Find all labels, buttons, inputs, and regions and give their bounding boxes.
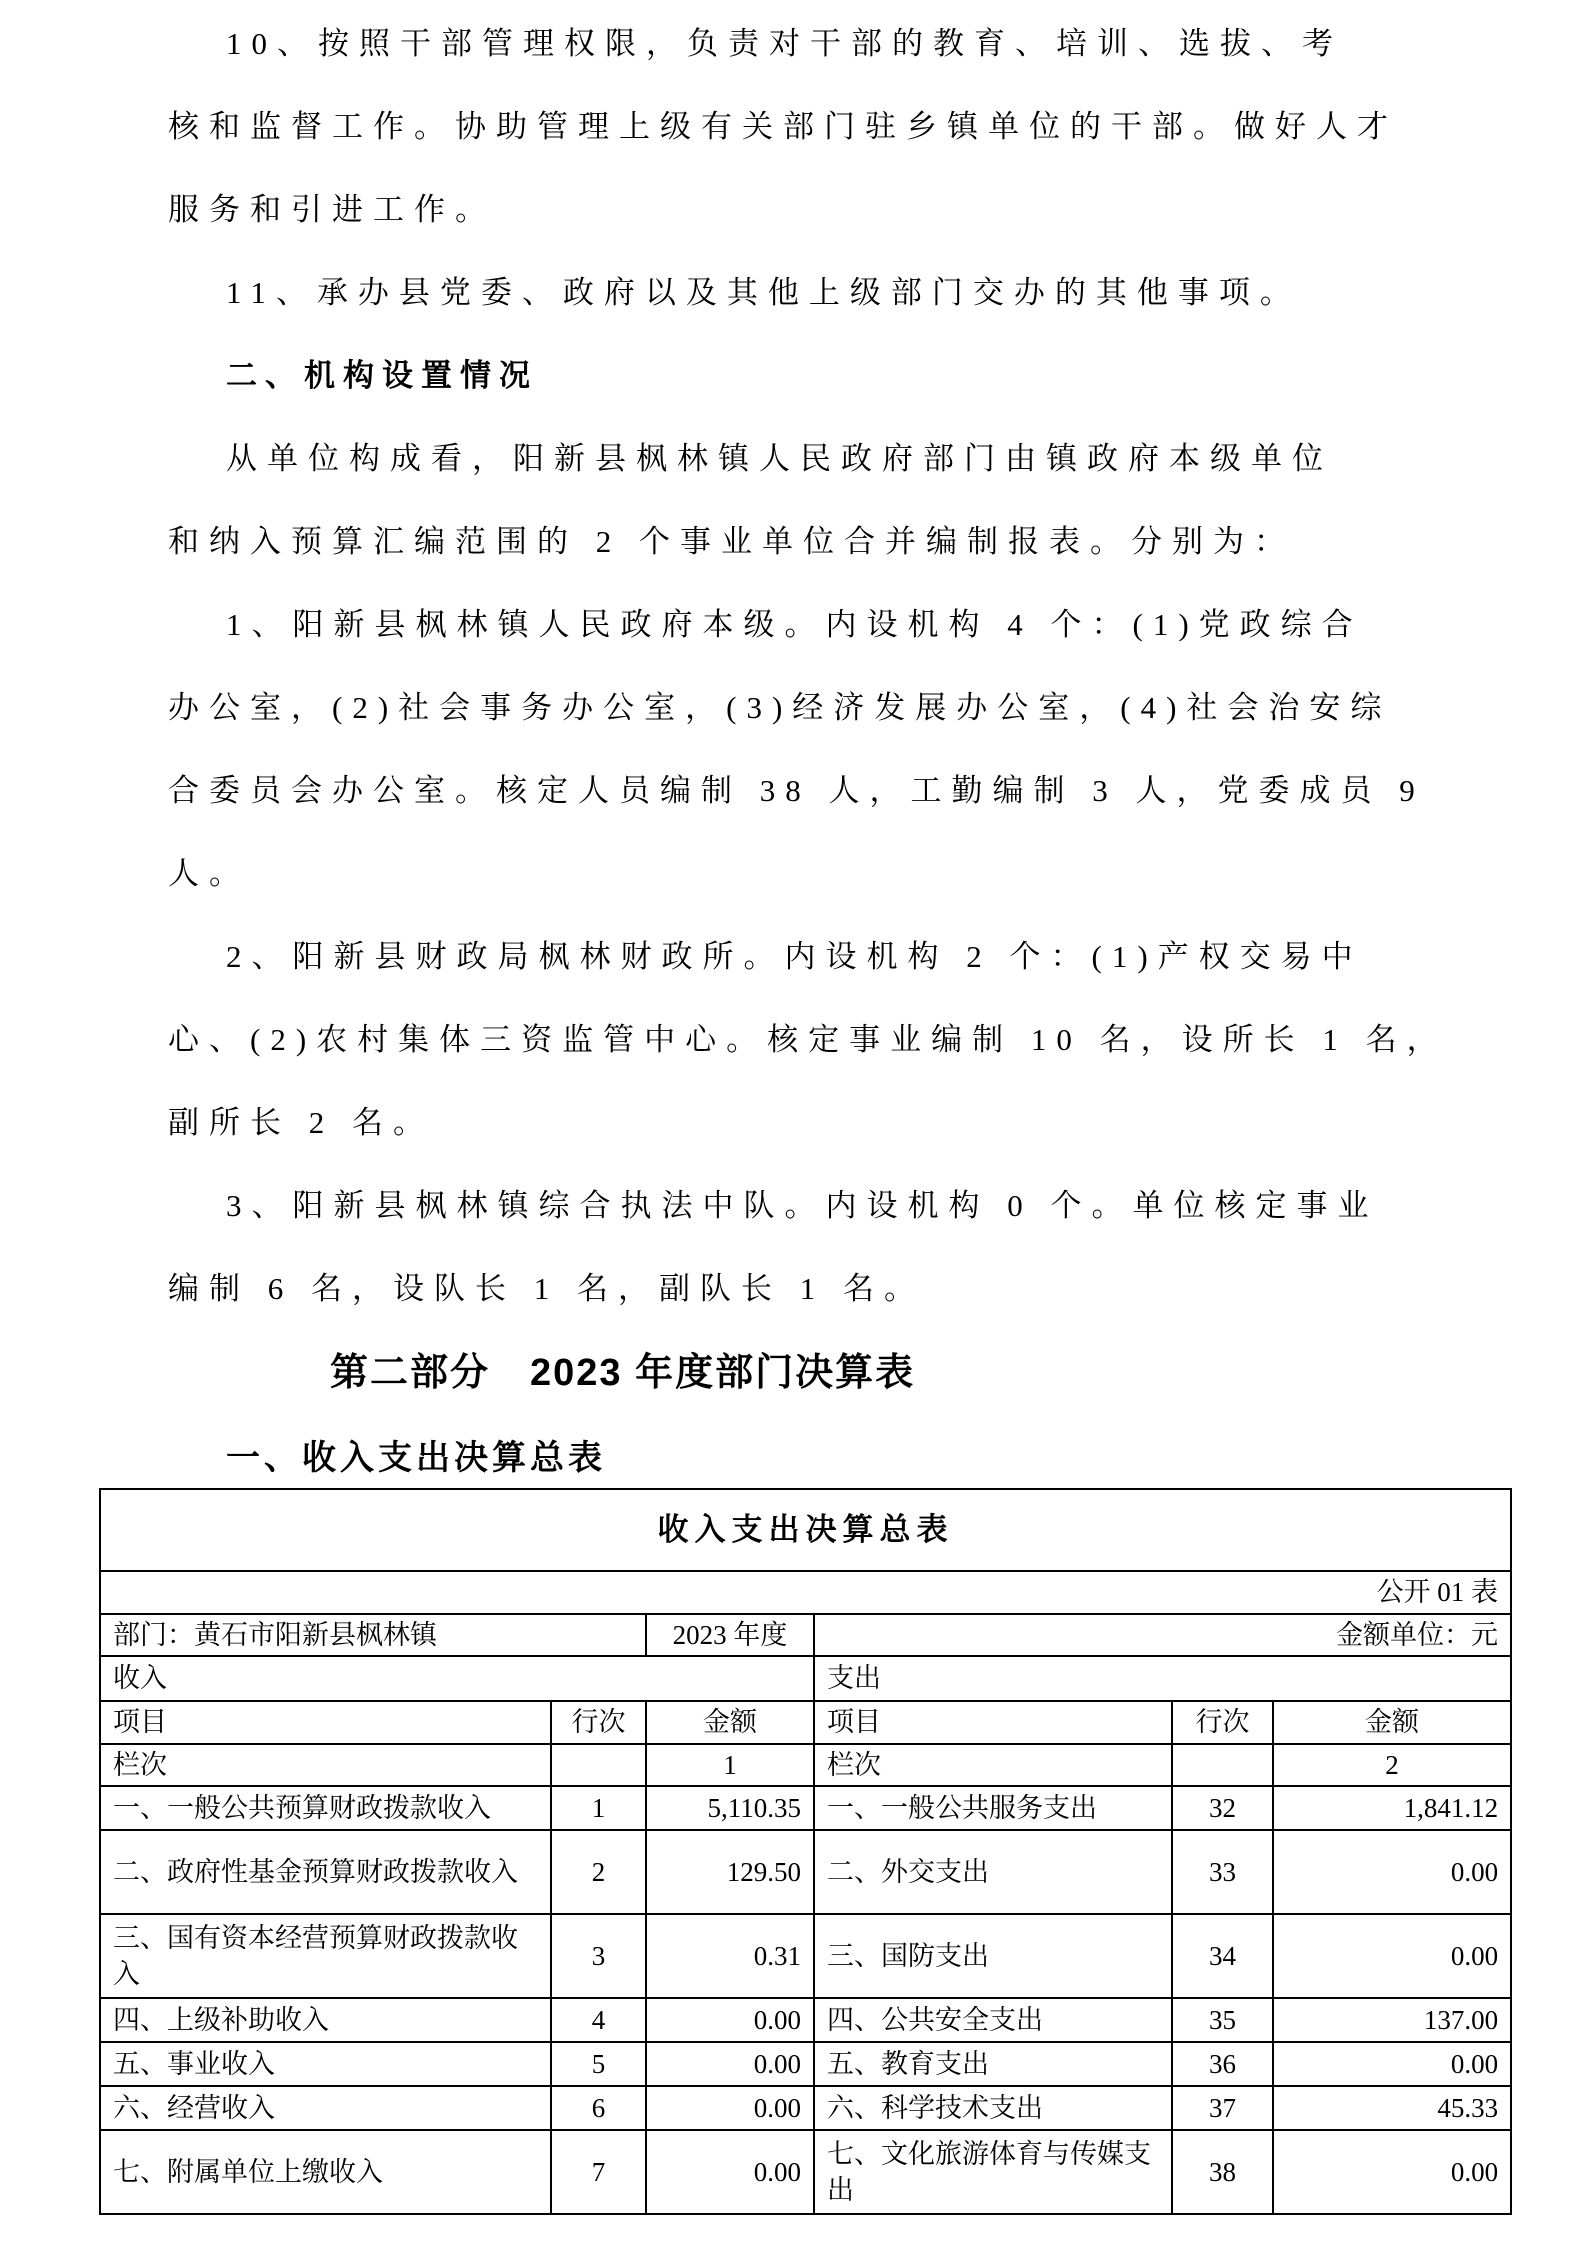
- lanci-blank: [1172, 1744, 1273, 1786]
- document-body: [168, 2, 1448, 1500]
- income-amount: 0.31: [646, 1914, 814, 1998]
- paragraph-line: 1、阳新县枫林镇人民政府本级。内设机构 4 个：(1)党政综合: [226, 607, 1363, 642]
- income-item: 五、事业收入: [100, 2042, 551, 2086]
- table-row: [100, 1914, 1511, 1998]
- expense-rowno: 33: [1172, 1830, 1273, 1914]
- fiscal-year: 2023 年度: [646, 1614, 814, 1656]
- paragraph-line: 从单位构成看，阳新县枫林镇人民政府部门由镇政府本级单位: [226, 441, 1333, 476]
- expense-item: 六、科学技术支出: [814, 2086, 1172, 2130]
- expense-rowno: 32: [1172, 1786, 1273, 1830]
- expense-amount: 45.33: [1273, 2086, 1511, 2130]
- lanci-blank: [551, 1744, 646, 1786]
- income-item: 二、政府性基金预算财政拨款收入: [100, 1830, 551, 1914]
- lanci-label: 栏次: [814, 1744, 1172, 1786]
- expense-amount: 0.00: [1273, 1830, 1511, 1914]
- expense-rowno-header: 行次: [1172, 1701, 1273, 1744]
- expense-amount: 137.00: [1273, 1998, 1511, 2042]
- section-heading-org-setup: 二、机构设置情况: [226, 358, 538, 393]
- paragraph-line: 和纳入预算汇编范围的 2 个事业单位合并编制报表。分别为：: [168, 524, 1295, 559]
- table-row: [100, 1830, 1511, 1914]
- paragraph-line: 编制 6 名，设队长 1 名，副队长 1 名。: [168, 1271, 925, 1306]
- expense-rowno: 37: [1172, 2086, 1273, 2130]
- table-row: [100, 1786, 1511, 1830]
- income-rowno: 3: [551, 1914, 646, 1998]
- income-expense-row: [100, 1656, 1511, 1701]
- paragraph-line: 服务和引进工作。: [168, 192, 496, 227]
- income-amount: 0.00: [646, 1998, 814, 2042]
- expense-item: 五、教育支出: [814, 2042, 1172, 2086]
- expense-amount: 1,841.12: [1273, 1786, 1511, 1830]
- paragraph-line: 心、(2)农村集体三资监管中心。核定事业编制 10 名，设所长 1 名，: [168, 1022, 1448, 1057]
- expense-amount: 0.00: [1273, 1914, 1511, 1998]
- table-row: [100, 2130, 1511, 2214]
- expense-section-header: 支出: [814, 1656, 1511, 1701]
- table-row: [100, 2086, 1511, 2130]
- table-title-row: [100, 1489, 1511, 1571]
- income-section-header: 收入: [100, 1656, 814, 1701]
- expense-item: 一、一般公共服务支出: [814, 1786, 1172, 1830]
- table-row: [100, 2042, 1511, 2086]
- expense-amount: 0.00: [1273, 2130, 1511, 2214]
- income-rowno-header: 行次: [551, 1701, 646, 1744]
- department-row: [100, 1614, 1511, 1656]
- income-item: 七、附属单位上缴收入: [100, 2130, 551, 2214]
- department-label: 部门：黄石市阳新县枫林镇: [100, 1614, 646, 1656]
- income-rowno: 5: [551, 2042, 646, 2086]
- income-rowno: 6: [551, 2086, 646, 2130]
- income-amount: 0.00: [646, 2042, 814, 2086]
- summary-table-heading: 一、收入支出决算总表: [226, 1439, 606, 1477]
- expense-item-header: 项目: [814, 1701, 1172, 1744]
- income-rowno: 7: [551, 2130, 646, 2214]
- paragraph-line: 办公室，(2)社会事务办公室，(3)经济发展办公室，(4)社会治安综: [168, 690, 1392, 725]
- column-header-row: [100, 1701, 1511, 1744]
- income-rowno: 2: [551, 1830, 646, 1914]
- paragraph-line: 人。: [168, 856, 250, 891]
- expense-item: 三、国防支出: [814, 1914, 1172, 1998]
- lanci-income-index: 1: [646, 1744, 814, 1786]
- paragraph-line: 核和监督工作。协助管理上级有关部门驻乡镇单位的干部。做好人才: [168, 109, 1398, 144]
- income-rowno: 1: [551, 1786, 646, 1830]
- income-amount: 5,110.35: [646, 1786, 814, 1830]
- sheet-label: 公开 01 表: [100, 1571, 1511, 1614]
- expense-amount-header: 金额: [1273, 1701, 1511, 1744]
- table-title: 收入支出决算总表: [100, 1489, 1511, 1571]
- amount-unit: 金额单位：元: [814, 1614, 1511, 1656]
- expense-rowno: 38: [1172, 2130, 1273, 2214]
- expense-item: 四、公共安全支出: [814, 1998, 1172, 2042]
- expense-rowno: 34: [1172, 1914, 1273, 1998]
- paragraph-line: 11、承办县党委、政府以及其他上级部门交办的其他事项。: [226, 275, 1301, 310]
- income-amount: 0.00: [646, 2130, 814, 2214]
- expense-rowno: 36: [1172, 2042, 1273, 2086]
- income-item: 四、上级补助收入: [100, 1998, 551, 2042]
- lanci-expense-index: 2: [1273, 1744, 1511, 1786]
- income-item: 一、一般公共预算财政拨款收入: [100, 1786, 551, 1830]
- income-amount: 129.50: [646, 1830, 814, 1914]
- income-amount-header: 金额: [646, 1701, 814, 1744]
- sheet-label-row: [100, 1571, 1511, 1614]
- expense-item: 二、外交支出: [814, 1830, 1172, 1914]
- income-item-header: 项目: [100, 1701, 551, 1744]
- lanci-label: 栏次: [100, 1744, 551, 1786]
- paragraph-line: 副所长 2 名。: [168, 1105, 434, 1140]
- income-amount: 0.00: [646, 2086, 814, 2130]
- column-index-row: [100, 1744, 1511, 1786]
- income-item: 三、国有资本经营预算财政拨款收入: [100, 1914, 551, 1998]
- expense-amount: 0.00: [1273, 2042, 1511, 2086]
- revenue-expenditure-summary-table: [99, 1488, 1512, 2215]
- expense-rowno: 35: [1172, 1998, 1273, 2042]
- paragraph-line: 合委员会办公室。核定人员编制 38 人，工勤编制 3 人，党委成员 9: [168, 773, 1425, 808]
- paragraph-line: 3、阳新县枫林镇综合执法中队。内设机构 0 个。单位核定事业: [226, 1188, 1379, 1223]
- table-row: [100, 1998, 1511, 2042]
- expense-item: 七、文化旅游体育与传媒支出: [814, 2130, 1172, 2214]
- paragraph-line: 10、按照干部管理权限，负责对干部的教育、培训、选拔、考: [226, 26, 1343, 61]
- income-rowno: 4: [551, 1998, 646, 2042]
- income-item: 六、经营收入: [100, 2086, 551, 2130]
- paragraph-line: 2、阳新县财政局枫林财政所。内设机构 2 个：(1)产权交易中: [226, 939, 1363, 974]
- part2-heading: 第二部分 2023 年度部门决算表: [330, 1352, 916, 1394]
